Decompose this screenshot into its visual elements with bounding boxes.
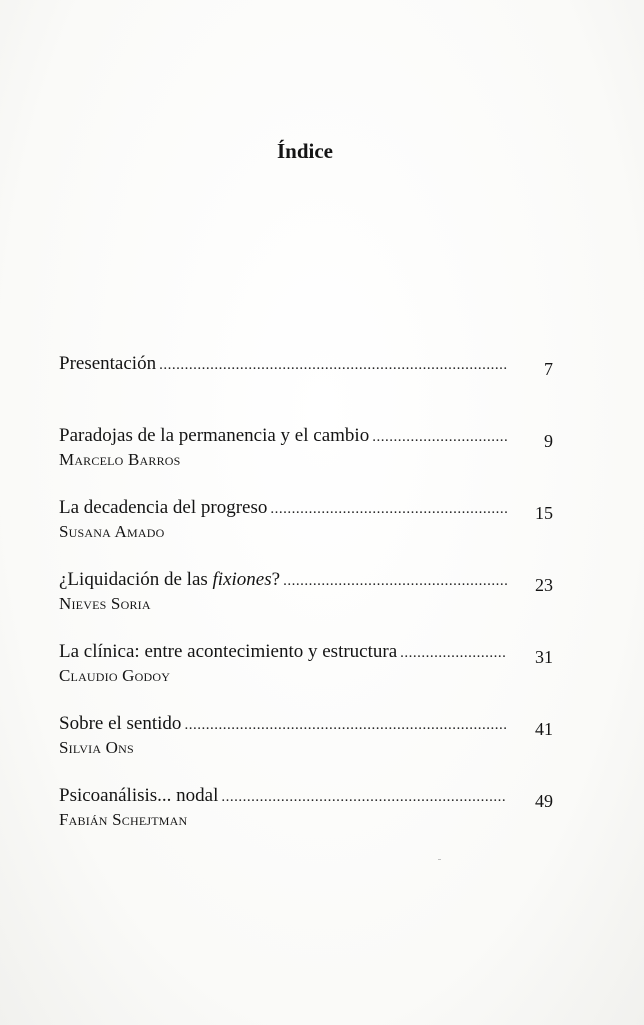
- toc-entry-line: [59, 496, 507, 521]
- toc-entry-author: Susana Amado: [59, 522, 165, 541]
- table-of-contents: [59, 352, 557, 856]
- toc-entry-author: Fabián Schejtman: [59, 810, 188, 829]
- dot-leader: [221, 785, 507, 809]
- toc-entry: [59, 424, 557, 496]
- toc-entry-title-italic: fixiones: [212, 569, 272, 590]
- toc-entry-line: [59, 424, 507, 449]
- dot-leader: [159, 353, 507, 377]
- toc-entry-author: Claudio Godoy: [59, 666, 171, 685]
- toc-entry-author: Marcelo Barros: [59, 450, 181, 469]
- toc-entry: [59, 496, 557, 568]
- toc-entry: [59, 640, 557, 712]
- toc-entry-title: [59, 568, 280, 592]
- toc-entry: [59, 784, 557, 856]
- dot-leader: [283, 569, 507, 593]
- toc-page-number: 23: [535, 575, 553, 595]
- toc-entry: [59, 712, 557, 784]
- toc-entry-line: [59, 568, 507, 593]
- toc-entry: [59, 568, 557, 640]
- toc-entry-title: La decadencia del progreso: [59, 497, 268, 518]
- toc-entry-author: Nieves Soria: [59, 594, 151, 613]
- toc-page-number: 7: [544, 359, 553, 379]
- toc-page-number: 41: [535, 719, 553, 739]
- toc-entry-title: Sobre el sentido: [59, 713, 182, 734]
- toc-entry-line: [59, 784, 507, 809]
- toc-entry-line: [59, 640, 507, 665]
- toc-entry-title: Psicoanálisis... nodal: [59, 785, 219, 806]
- toc-entry-title-end: ?: [271, 569, 281, 590]
- page-title: Índice: [276, 139, 333, 164]
- dot-leader: [400, 641, 507, 665]
- dot-leader: [184, 713, 507, 737]
- toc-entry-line: [59, 352, 507, 377]
- toc-page-number: 49: [535, 791, 553, 811]
- paper-speck: [438, 859, 441, 860]
- toc-page-number: 15: [535, 503, 553, 523]
- toc-entry-title-start: ¿Liquidación de las: [59, 569, 213, 590]
- dot-leader: [270, 497, 507, 521]
- toc-page-number: 31: [535, 647, 553, 667]
- toc-entry-title: Presentación: [59, 353, 157, 374]
- toc-entry-author: Silvia Ons: [59, 738, 134, 757]
- toc-page-number: 9: [544, 431, 553, 451]
- toc-entry: [59, 352, 557, 424]
- dot-leader: [372, 425, 507, 449]
- toc-entry-title: Paradojas de la permanencia y el cambio: [59, 425, 370, 446]
- toc-entry-title: La clínica: entre acontecimiento y estructura: [59, 641, 398, 662]
- toc-entry-line: [59, 712, 507, 737]
